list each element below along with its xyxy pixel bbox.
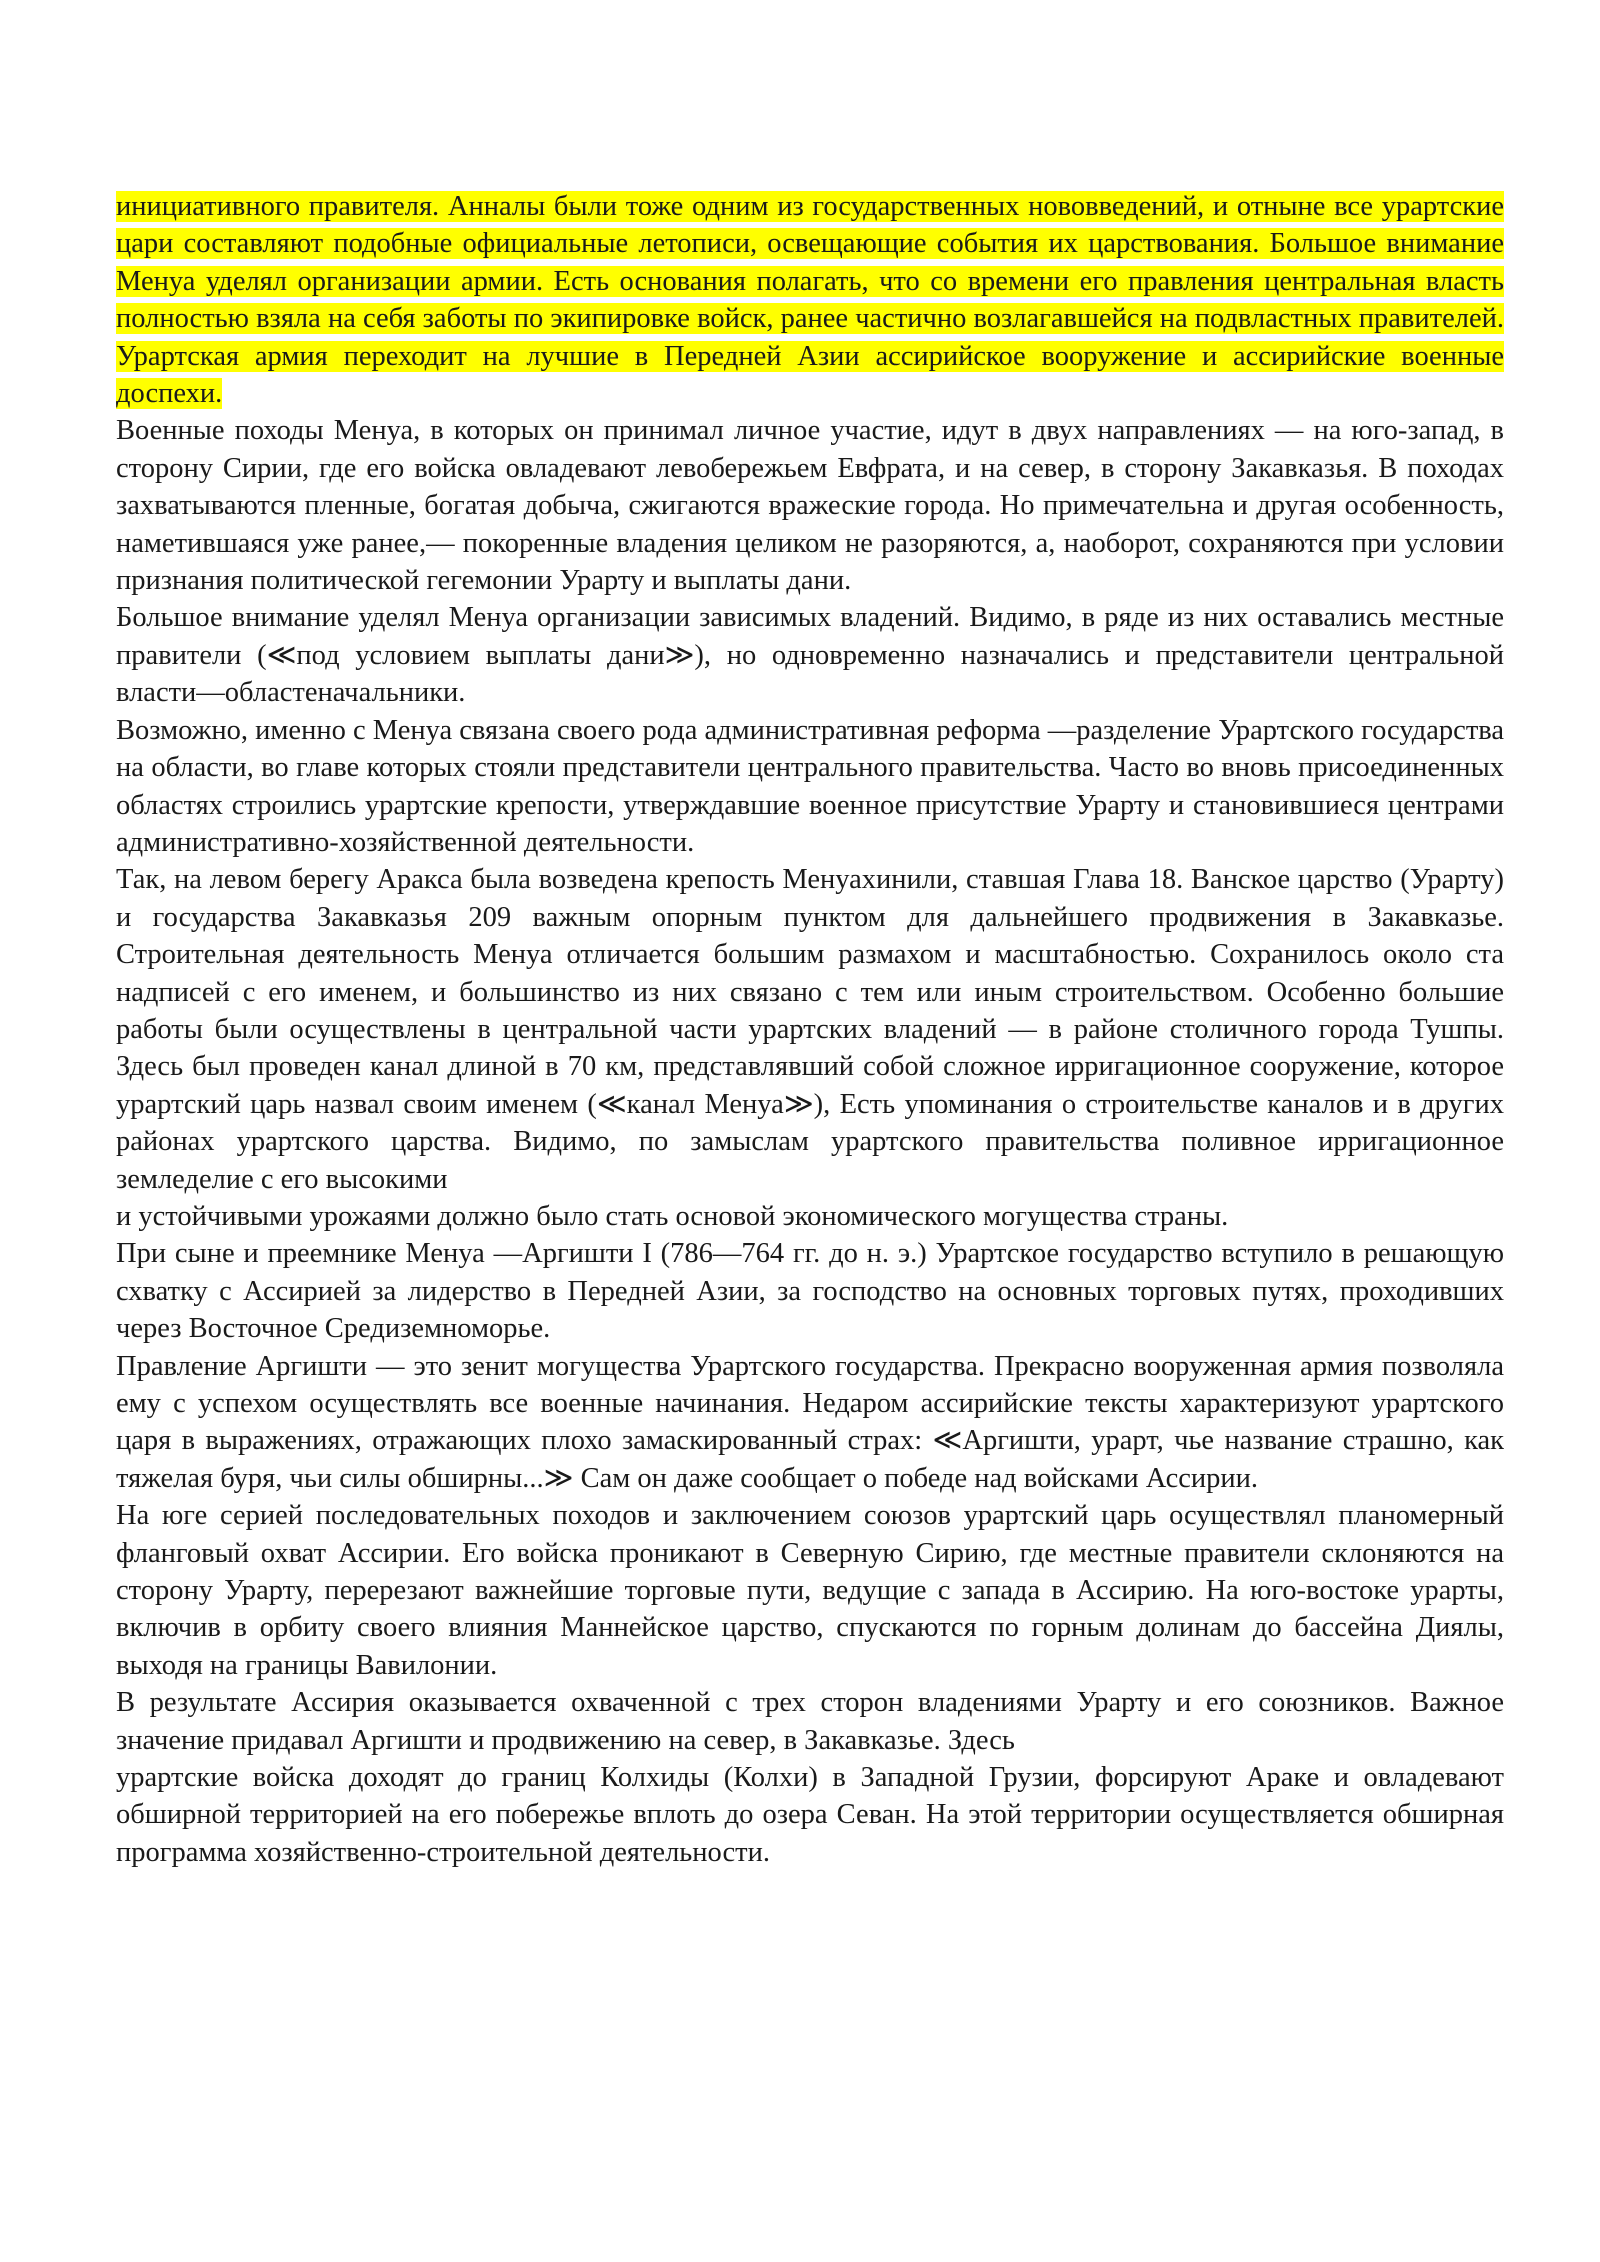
paragraph-administrative-reform: Возможно, именно с Менуа связана своего рода административная реформа —разделение Урартского государства на области, во главе которых стояли представители центрального правительства. Часто во вновь присоединенных областях строились урартские крепости, утверждавшие военное присутствие Урарту и становившиеся центрами административно-хозяйственной деятельности. bbox=[116, 714, 1504, 858]
document-page bbox=[116, 188, 1504, 1871]
highlighted-text: инициативного правителя. Анналы были тоже одним из государственных нововведений, и отныне все урартские цари составляют подобные официальные летописи, освещающие события их царствования. Большое внимание Менуа уделял организации армии. Есть основания полагать, что со времени его правления центральная власть полностью взяла на себя заботы по экипировке войск, ранее частично возлагавшейся на подвластных правителей. Урартская армия переходит на лучшие в Передней Азии ассирийское вооружение и ассирийские военные доспехи. bbox=[116, 191, 1504, 410]
paragraph-northern-expansion: урартские войска доходят до границ Колхиды (Колхи) в Западной Грузии, форсируют Араке и овладевают обширной территорией на его побережье вплоть до озера Севан. На этой территории осуществляется обширная программа хозяйственно-строительной деятельности. bbox=[116, 1762, 1504, 1868]
paragraph-southern-campaigns: На юге серией последовательных походов и заключением союзов урартский царь осуществлял планомерный фланговый охват Ассирии. Его войска проникают в Северную Сирию, где местные правители склоняются на сторону Урарту, перерезают важнейшие торговые пути, ведущие с запада в Ассирию. На юго-востоке урарты, включив в орбиту своего влияния Маннейское царство, спускаются по горным долинам до бассейна Диялы, выходя на границы Вавилонии. bbox=[116, 1500, 1504, 1681]
paragraph-argishti-reign: При сыне и преемнике Менуа —Аргишти I (786—764 гг. до н. э.) Урартское государство вступило в решающую схватку с Ассирией за лидерство в Передней Азии, за господство на основных торговых путях, проходивших через Восточное Средиземноморье. bbox=[116, 1238, 1504, 1345]
paragraph-construction-continued: и устойчивыми урожаями должно было стать основой экономического могущества страны. bbox=[116, 1200, 1229, 1232]
paragraph-encirclement: В результате Ассирия оказывается охваченной с трех сторон владениями Урарту и его союзников. Важное значение придавал Аргишти и продвижению на север, в Закавказье. Здесь bbox=[116, 1687, 1504, 1756]
paragraph-zenith: Правление Аргишти — это зенит могущества Урартского государства. Прекрасно вооруженная армия позволяла ему с успехом осуществлять все военные начинания. Недаром ассирийские тексты характеризуют урартского царя в выражениях, отражающих плохо замаскированный страх: ≪Аргишти, урарт, чье название страшно, как тяжелая буря, чьи силы обширны...≫ Сам он даже сообщает о победе над войсками Ассирии. bbox=[116, 1350, 1504, 1494]
paragraph-military-campaigns: Военные походы Менуа, в которых он принимал личное участие, идут в двух направлениях — на юго-запад, в сторону Сирии, где его войска овладевают левобережьем Евфрата, и на север, в сторону Закавказья. В походах захватываются пленные, богатая добыча, сжигаются вражеские города. Но примечательна и другая особенность, наметившаяся уже ранее,— покоренные владения целиком не разоряются, а, наоборот, сохраняются при условии признания политической гегемонии Урарту и выплаты дани. bbox=[116, 415, 1504, 597]
highlighted-paragraph bbox=[116, 188, 1504, 412]
paragraph-dependent-domains: Большое внимание уделял Менуа организации зависимых владений. Видимо, в ряде из них оставались местные правители (≪под условием выплаты дани≫), но одновременно назначались и представители центральной власти—областеначальники. bbox=[116, 602, 1504, 709]
paragraph-construction: Так, на левом берегу Аракса была возведена крепость Менуахинили, ставшая Глава 18. Ванское царство (Урарту) и государства Закавказья 209 важным опорным пунктом для дальнейшего продвижения в Закавказье. Строительная деятельность Менуа отличается большим размахом и масштабностью. Сохранилось около ста надписей с его именем, и большинство из них связано с тем или иным строительством. Особенно большие работы были осуществлены в центральной части урартских владений — в районе столичного города Тушпы. Здесь был проведен канал длиной в 70 км, представлявший собой сложное ирригационное сооружение, которое урартский царь назвал своим именем (≪канал Менуа≫), Есть упоминания о строительстве каналов и в других районах урартского царства. Видимо, по замыслам урартского правительства поливное ирригационное земледелие с его высокими bbox=[116, 864, 1504, 1195]
